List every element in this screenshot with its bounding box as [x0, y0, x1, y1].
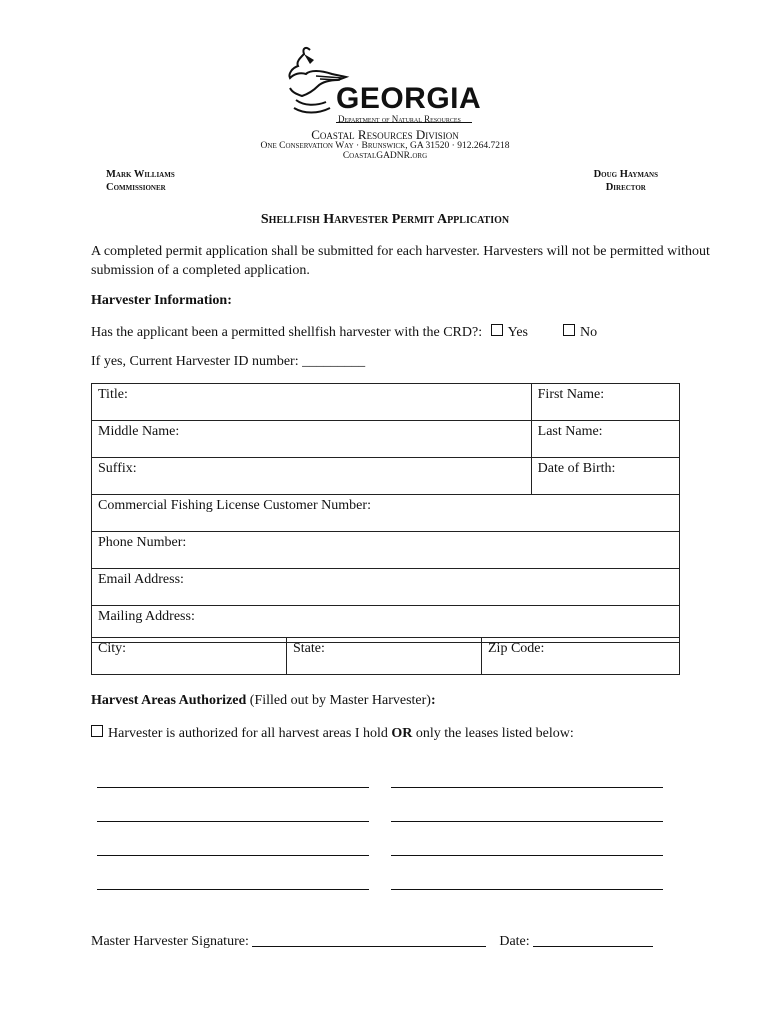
last-name-field[interactable]: Last Name: [531, 421, 679, 458]
yes-label: Yes [507, 325, 528, 340]
harvest-areas-title: Harvest Areas Authorized [91, 693, 247, 708]
email-address-field[interactable]: Email Address: [92, 569, 680, 606]
logo-georgia-text: GEORGIA [336, 82, 482, 115]
harvester-info-heading: Harvester Information: [91, 293, 232, 308]
logo-department-text: Department of Natural Resources [338, 114, 461, 124]
division-address: One Conservation Way · Brunswick, GA 31520 · 912.264.7218 [260, 141, 510, 151]
commissioner-block [106, 168, 175, 194]
auth-text-after: only the leases listed below: [415, 726, 574, 741]
date-line[interactable] [533, 932, 653, 947]
lease-line[interactable] [391, 855, 663, 856]
lease-line[interactable] [97, 821, 369, 822]
date-label: Date: [499, 934, 530, 949]
director-title: Director [605, 182, 646, 193]
harvest-areas-heading [91, 693, 436, 709]
commissioner-title: Commissioner [106, 182, 166, 193]
phone-number-field[interactable]: Phone Number: [92, 532, 680, 569]
suffix-field[interactable]: Suffix: [92, 458, 532, 495]
yes-checkbox[interactable] [491, 324, 503, 336]
address-row-table [91, 637, 680, 675]
letterhead [0, 0, 770, 200]
harvest-areas-note: (Filled out by Master Harvester) [249, 693, 431, 708]
harvester-id-line: If yes, Current Harvester ID number: _________ [91, 354, 366, 369]
authorization-line [91, 725, 574, 742]
auth-or: OR [391, 726, 413, 741]
commissioner-name: Mark Williams [106, 169, 175, 180]
city-field[interactable]: City: [92, 638, 287, 675]
division-name: Coastal Resources Division [311, 127, 459, 142]
title-field[interactable]: Title: [92, 384, 532, 421]
auth-text-before: Harvester is authorized for all harvest areas I hold [108, 726, 388, 741]
harvest-areas-colon: : [430, 693, 436, 708]
form-title: Shellfish Harvester Permit Application [260, 212, 510, 227]
license-number-field[interactable]: Commercial Fishing License Customer Number: [92, 495, 680, 532]
intro-paragraph: A completed permit application shall be submitted for each harvester. Harvesters will not be permitted without submission of a completed application. [91, 244, 710, 278]
first-name-field[interactable]: First Name: [531, 384, 679, 421]
zip-code-field[interactable]: Zip Code: [482, 638, 680, 675]
middle-name-field[interactable]: Middle Name: [92, 421, 532, 458]
header-divider [336, 122, 472, 123]
authorized-all-checkbox[interactable] [91, 725, 103, 737]
lease-line[interactable] [97, 889, 369, 890]
director-name: Doug Haymans [593, 169, 658, 180]
signature-label: Master Harvester Signature: [91, 934, 249, 949]
lease-line[interactable] [97, 787, 369, 788]
date-of-birth-field[interactable]: Date of Birth: [531, 458, 679, 495]
signature-line[interactable] [252, 932, 486, 947]
question-text: Has the applicant been a permitted shellfish harvester with the CRD?: [91, 325, 483, 340]
division-website: CoastalGADNR.org [342, 151, 428, 161]
no-label: No [579, 325, 598, 340]
no-checkbox[interactable] [563, 324, 575, 336]
harvester-info-table [91, 383, 680, 643]
prior-harvester-question [91, 324, 597, 341]
signature-row [91, 932, 653, 950]
lease-line[interactable] [97, 855, 369, 856]
lease-line[interactable] [391, 889, 663, 890]
georgia-dnr-logo [280, 44, 480, 124]
director-block [594, 168, 658, 194]
lease-line[interactable] [391, 787, 663, 788]
state-field[interactable]: State: [287, 638, 482, 675]
mailing-address-field[interactable]: Mailing Address: [92, 606, 680, 643]
lease-line[interactable] [391, 821, 663, 822]
